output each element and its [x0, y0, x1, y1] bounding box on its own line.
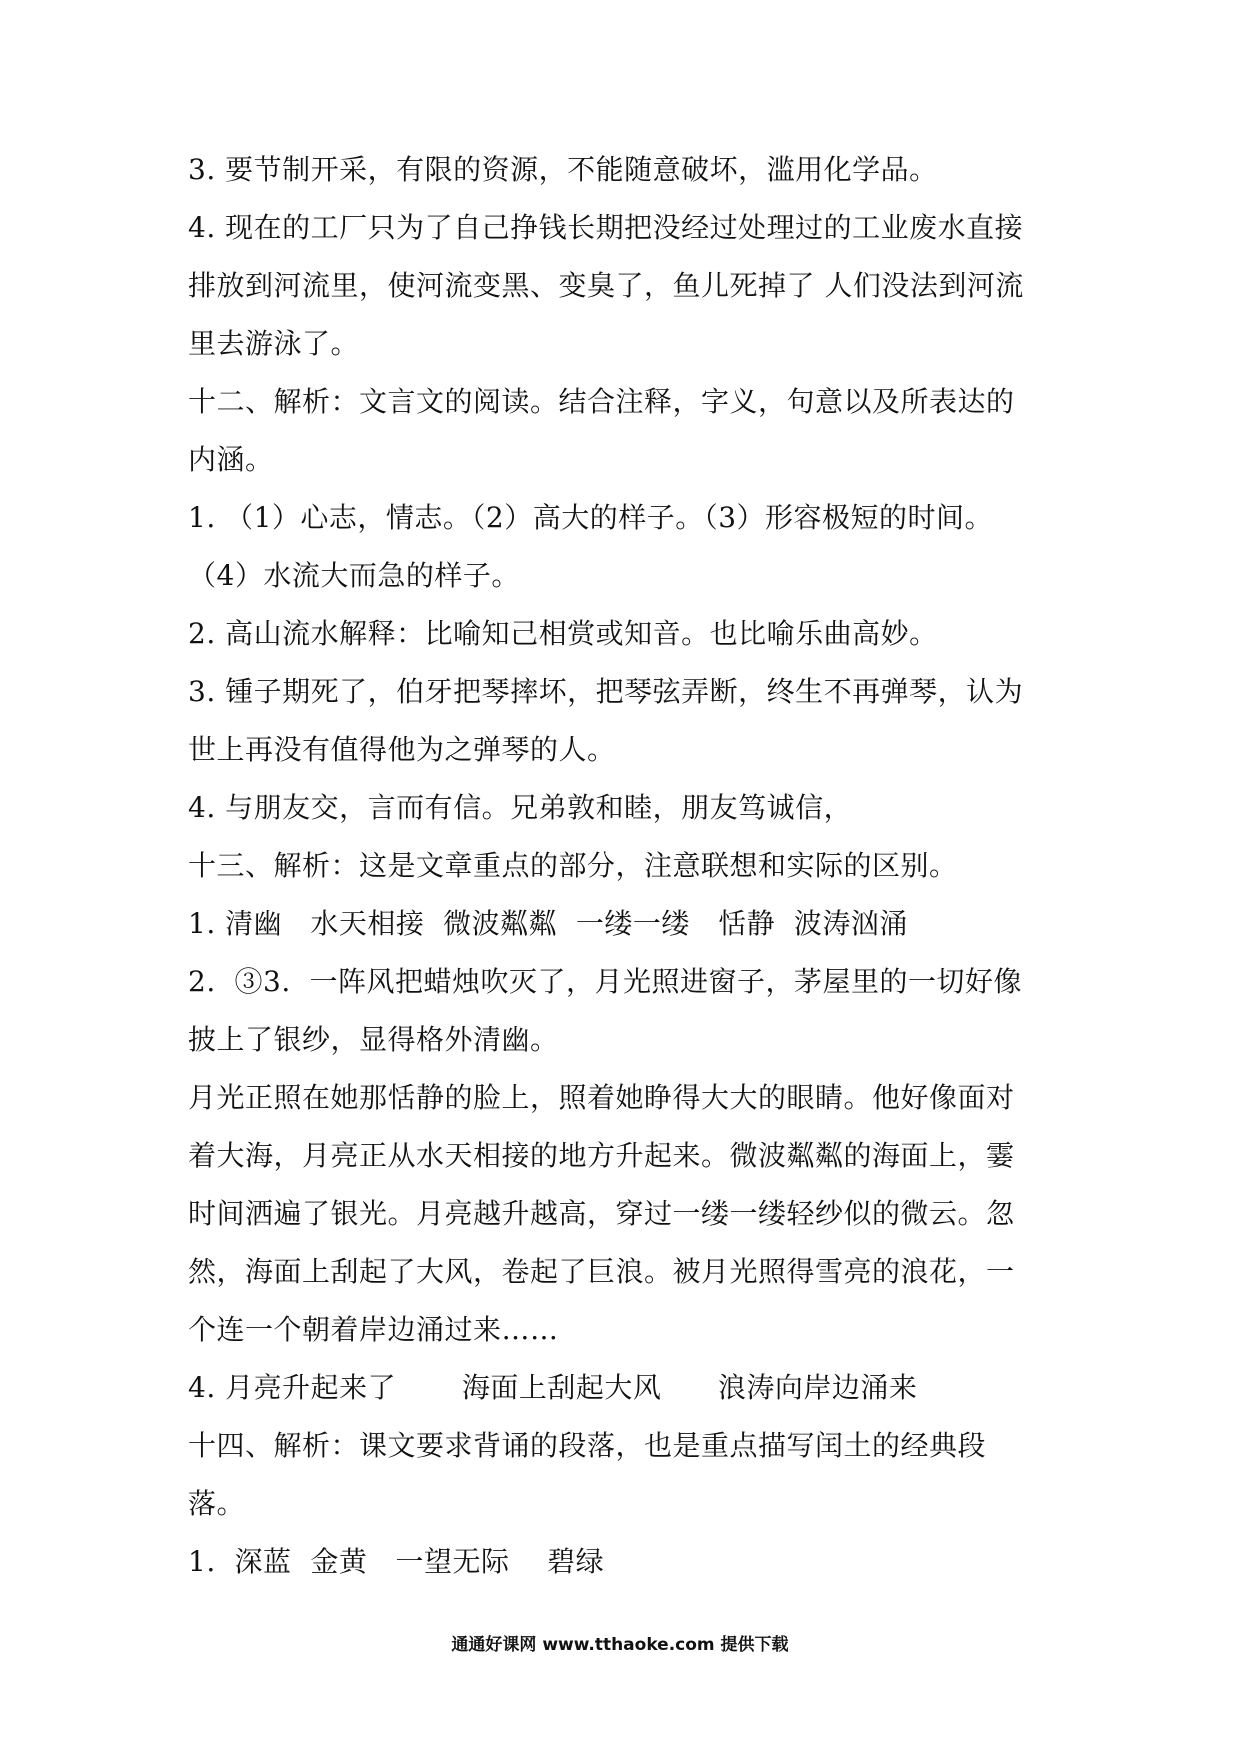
- section-heading-twelve: 十二、解析：文言文的阅读。结合注释，字义，句意以及所表达的: [188, 385, 1015, 418]
- text-line: 1. （1）心志，情志。（2）高大的样子。（3）形容极短的时间。: [188, 501, 994, 534]
- text-line: 然，海面上刮起了大风，卷起了巨浪。被月光照得雪亮的浪花，一: [188, 1255, 1015, 1288]
- text-line: 3. 锺子期死了，伯牙把琴摔坏，把琴弦弄断，终生不再弹琴，认为: [188, 675, 1024, 708]
- text-line: 着大海，月亮正从水天相接的地方升起来。微波粼粼的海面上，霎: [188, 1139, 1015, 1172]
- section-heading-thirteen: 十三、解析：这是文章重点的部分，注意联想和实际的区别。: [188, 849, 958, 882]
- text-line: 披上了银纱，显得格外清幽。: [188, 1023, 559, 1056]
- text-line: （4）水流大而急的样子。: [188, 559, 520, 592]
- text-line: 2. 高山流水解释：比喻知己相赏或知音。也比喻乐曲高妙。: [188, 617, 938, 650]
- text-line: 4. 月亮升起来了 海面上刮起大风 浪涛向岸边涌来: [188, 1371, 918, 1404]
- text-line: 1. 深蓝 金黄 一望无际 碧绿: [188, 1545, 605, 1578]
- text-line: 排放到河流里，使河流变黑、变臭了，鱼儿死掉了 人们没法到河流: [188, 269, 1024, 302]
- text-line: 时间洒遍了银光。月亮越升越高，穿过一缕一缕轻纱似的微云。忽: [188, 1197, 1015, 1230]
- download-site-footer: 通通好课网 www.tthaoke.com 提供下载: [451, 1635, 789, 1655]
- text-line: 4. 与朋友交，言而有信。兄弟敦和睦，朋友笃诚信，: [188, 791, 853, 824]
- text-line: 个连一个朝着岸边涌过来……: [188, 1313, 559, 1346]
- text-line: 3. 要节制开采，有限的资源，不能随意破坏，滥用化学品。: [188, 153, 938, 186]
- text-line: 1. 清幽 水天相接 微波粼粼 一缕一缕 恬静 波涛汹涌: [188, 907, 908, 940]
- text-line: 内涵。: [188, 443, 274, 476]
- text-line: 2. ③3. 一阵风把蜡烛吹灭了，月光照进窗子，茅屋里的一切好像: [188, 965, 1023, 998]
- text-line: 世上再没有值得他为之弹琴的人。: [188, 733, 616, 766]
- text-line: 月光正照在她那恬静的脸上，照着她睁得大大的眼睛。他好像面对: [188, 1081, 1015, 1114]
- text-line: 落。: [188, 1487, 246, 1520]
- section-heading-fourteen: 十四、解析：课文要求背诵的段落，也是重点描写闰土的经典段: [188, 1429, 987, 1462]
- answer-text-body: [188, 141, 1068, 1591]
- text-line: 4. 现在的工厂只为了自己挣钱长期把没经过处理过的工业废水直接: [188, 211, 1024, 244]
- text-line: 里去游泳了。: [188, 327, 360, 360]
